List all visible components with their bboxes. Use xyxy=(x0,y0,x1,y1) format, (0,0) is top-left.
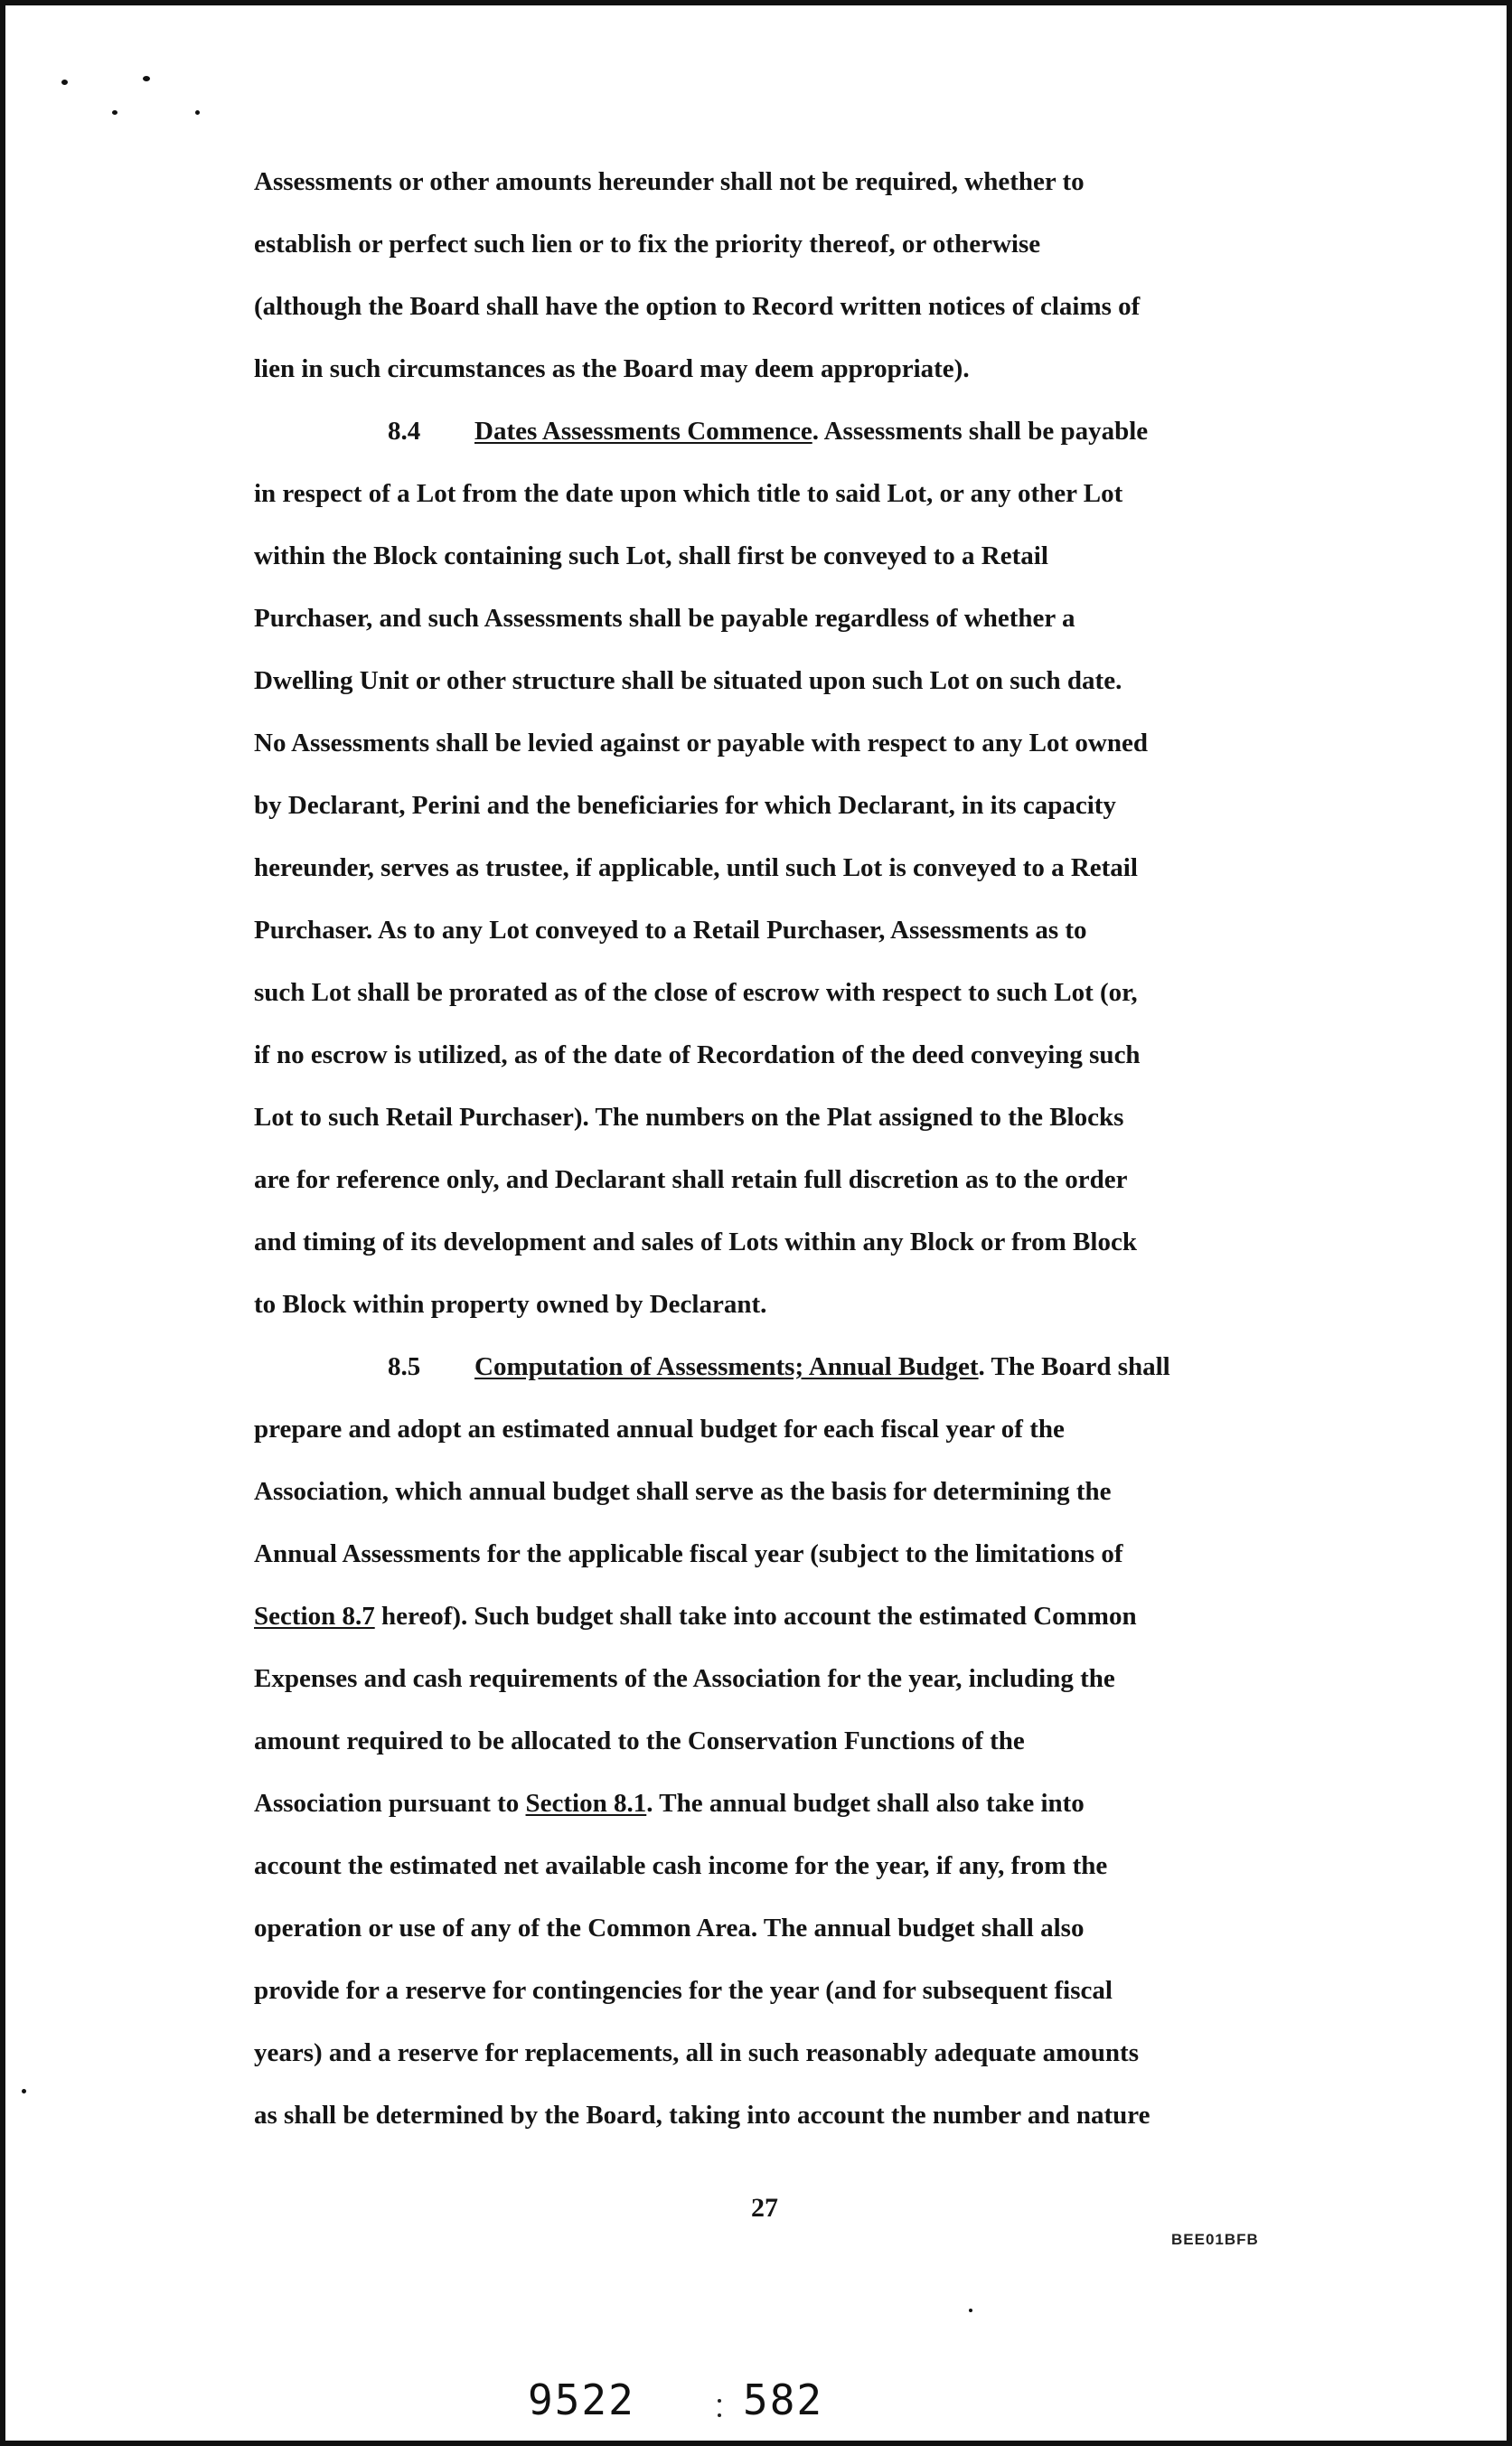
stamp-separator-dot xyxy=(718,2413,721,2417)
page-number: 27 xyxy=(751,2193,778,2223)
text-line: hereunder, serves as trustee, if applicable, until such Lot is conveyed to a Retail xyxy=(254,853,1138,882)
text-line: (although the Board shall have the option to Record written notices of claims of xyxy=(254,292,1141,321)
text-line: within the Block containing such Lot, shall first be conveyed to a Retail xyxy=(254,541,1048,570)
section-heading-rest: . The Board shall xyxy=(978,1352,1170,1381)
section-reference-8-7: Section 8.7 xyxy=(254,1602,375,1631)
section-reference-8-1: Section 8.1 xyxy=(525,1789,647,1818)
text-line: are for reference only, and Declarant shall retain full discretion as to the order xyxy=(254,1165,1128,1194)
recording-stamp-left: 9522 xyxy=(528,2375,635,2424)
text-line: such Lot shall be prorated as of the close of escrow with respect to such Lot (or, xyxy=(254,978,1138,1007)
section-8-5-heading-line xyxy=(254,1349,1170,1385)
text-line: amount required to be allocated to the Conservation Functions of the xyxy=(254,1726,1025,1755)
section-number: 8.5 xyxy=(388,1352,421,1381)
text-span: hereof). Such budget shall take into account the estimated Common xyxy=(374,1602,1137,1631)
recording-stamp-right: 582 xyxy=(743,2375,824,2424)
text-line: years) and a reserve for replacements, all in such reasonably adequate amounts xyxy=(254,2038,1139,2067)
text-line: establish or perfect such lien or to fix the priority thereof, or otherwise xyxy=(254,230,1041,259)
section-heading-rest: . Assessments shall be payable xyxy=(812,417,1149,446)
text-line: provide for a reserve for contingencies for the year (and for subsequent fiscal xyxy=(254,1976,1113,2005)
text-line: Annual Assessments for the applicable fiscal year (subject to the limitations of xyxy=(254,1539,1123,1568)
text-line: in respect of a Lot from the date upon which title to said Lot, or any other Lot xyxy=(254,479,1123,508)
text-line: to Block within property owned by Declarant. xyxy=(254,1290,767,1319)
text-line xyxy=(254,1598,1137,1634)
text-line xyxy=(254,1785,1085,1821)
text-line: and timing of its development and sales of Lots within any Block or from Block xyxy=(254,1228,1137,1256)
text-span: Association pursuant to xyxy=(254,1789,526,1818)
text-span: . The annual budget shall also take into xyxy=(646,1789,1085,1818)
text-line: Association, which annual budget shall serve as the basis for determining the xyxy=(254,1477,1112,1506)
text-line: if no escrow is utilized, as of the date of Recordation of the deed conveying such xyxy=(254,1040,1141,1069)
text-line: Assessments or other amounts hereunder shall not be required, whether to xyxy=(254,167,1085,196)
section-8-4-heading-line xyxy=(254,413,1148,449)
section-heading: Dates Assessments Commence xyxy=(474,417,812,446)
text-line: Lot to such Retail Purchaser). The numbers on the Plat assigned to the Blocks xyxy=(254,1103,1124,1132)
section-heading: Computation of Assessments; Annual Budget xyxy=(474,1352,979,1381)
text-line: operation or use of any of the Common Area. The annual budget shall also xyxy=(254,1914,1085,1943)
text-line: by Declarant, Perini and the beneficiaries for which Declarant, in its capacity xyxy=(254,791,1116,820)
text-line: Purchaser, and such Assessments shall be payable regardless of whether a xyxy=(254,604,1075,633)
text-line: as shall be determined by the Board, taking into account the number and nature xyxy=(254,2101,1150,2130)
text-line: Expenses and cash requirements of the Association for the year, including the xyxy=(254,1664,1115,1693)
section-number: 8.4 xyxy=(388,417,421,446)
text-line: prepare and adopt an estimated annual budget for each fiscal year of the xyxy=(254,1415,1065,1444)
text-line: Dwelling Unit or other structure shall be situated upon such Lot on such date. xyxy=(254,666,1122,695)
document-code: BEE01BFB xyxy=(1171,2231,1259,2248)
text-line: account the estimated net available cash income for the year, if any, from the xyxy=(254,1851,1108,1880)
text-line: Purchaser. As to any Lot conveyed to a Retail Purchaser, Assessments as to xyxy=(254,916,1087,945)
stamp-separator-dot xyxy=(718,2399,721,2403)
text-line: lien in such circumstances as the Board may deem appropriate). xyxy=(254,354,970,383)
text-line: No Assessments shall be levied against or payable with respect to any Lot owned xyxy=(254,729,1149,757)
